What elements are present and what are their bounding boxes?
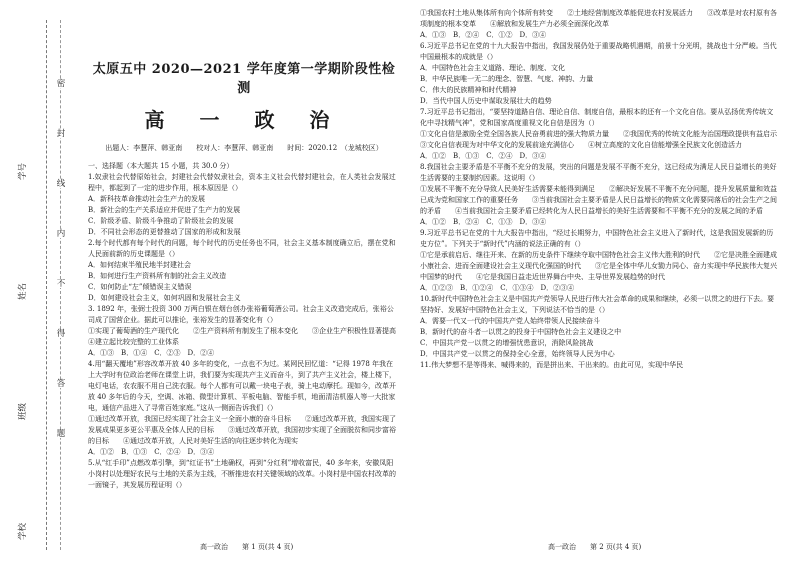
question-option: A．①② B．②④ C．①③ D．③④ xyxy=(420,218,547,226)
class-label: 班级 xyxy=(18,402,28,420)
question-text: 3. 1892 年，张弼士投资 300 万两白银在烟台创办张裕葡萄酒公司。社会主义改造完成后，张裕公司成了国营企业。据此可以推论，张裕发生的显著变化有（） xyxy=(88,305,394,324)
question-text: 10.新时代中国特色社会主义是中国共产党领导人民进行伟大社会革命的成果和继续，必须一以贯之的进行下去。要坚持好、发展好中国特色社会主义，下列说法不恰当的是（） xyxy=(420,295,775,314)
question-option: A．①③ B．①④ C．②③ D．②④ xyxy=(88,349,215,357)
question-option: ①我国农村土地从集体所有向个体所有转变 ②土地经营制度改革能促进农村发展活力 ③改革是对农村原有各项制度的根本变革 ④解放和发展生产力必须全面深化改革 xyxy=(420,9,777,28)
question-column-right xyxy=(420,8,791,371)
question-option: B．新社会的生产关系适应并促进了生产力的发展 xyxy=(88,206,241,214)
question-text: 4.用“翻天覆地”形容改革开放 40 多年的变化，一点也不为过。某网民回忆道：“记得 1978 年我在上大学时有位政治老师在课堂上讲，我们要为实现共产主义而奋斗，到了共产主义社会，楼上楼下，电灯电话，农农服不用自己洗衣服。每个人都有可以戴一块电子表，骑上电动摩托。现如今，改革开放 40 多年后的今天，空调、冰箱、微型计算机、平板电脑、智能手机，地面清洁机器人等一大批家电，通信产品进入了寻常百姓家庭。”这从一侧面告诉我们（） xyxy=(88,360,396,412)
question-text: 8.我国社会主要矛盾是不平衡不充分的发展，突出的问题是发展不平衡不充分，这已经成为满足人民日益增长的美好生活需要的主要制约因素。这说明（） xyxy=(420,163,777,182)
question-text: 1.奴隶社会代替原始社会，封建社会代替奴隶社会，资本主义社会代替封建社会，在人类社会发展过程中，都起到了一定的进步作用，根本原因是（） xyxy=(88,173,396,192)
page-footer-right: 高一政治 第 2 页(共 4 页) xyxy=(548,543,642,551)
question-option: A．①② B．①③ C．②④ D．③④ xyxy=(88,448,215,456)
question-option: ①它是承前启后、继往开来、在新的历史条件下继续夺取中国特色社会主义伟大胜利的时代 ②它是决胜全面建成小康社会、进而全面建设社会主义现代化强国的时代 ③它是全体中华儿女勠力同心、奋力实现中华民族伟大复兴中国梦的时代 ④它是我国日益走近世界舞台中央、主导世界发展趋势的时代 xyxy=(420,251,777,281)
question-text: 6.习近平总书记在党的十九大报告中指出，我国发展仍处于重要战略机遇期，前景十分光明，挑战也十分严峻。当代中国最根本的成就是（） xyxy=(420,42,777,61)
student-id-label: 学号 xyxy=(18,162,28,180)
question-text: 9.习近平总书记在党的十九大报告中指出，“经过长期努力，中国特色社会主义进入了新时代，这是我国发展新的历史方位”。下列关于“新时代”内涵的说法正确的有（） xyxy=(420,229,774,248)
question-option: B．新时代的奋斗者一以贯之的投身于中国特色社会主义建设之中 xyxy=(420,328,622,336)
question-option: D．中国共产党一以贯之的保持全心全意，始终领导人民为中心 xyxy=(420,350,615,358)
page-footer-left: 高一政治 第 1 页(共 4 页) xyxy=(200,543,294,551)
binding-line xyxy=(46,20,47,550)
question-option: A．①② B．①③ C．②④ D．③④ xyxy=(420,152,547,160)
question-option: D．如何建设社会主义，如何巩固和发展社会主义 xyxy=(88,294,241,302)
question-text: 2.每个时代都有每个时代的问题，每个时代的历史任务也不同，社会主义基本制度确立后，摆在党和人民面前新的历史课题是（） xyxy=(88,239,396,258)
seal-char: 封 xyxy=(54,130,68,138)
question-option: A．中国特色社会主义道路、理论、制度、文化 xyxy=(420,64,566,72)
question-option: ①通过改革开放，我国已经实现了社会主义一全面小康的奋斗目标 ②通过改革开放，我国实现了发展成果更多更公平惠及全体人民的目标 ③通过改革开放，我国初步实现了全面脱贫和同步富裕的目标 ④通过改革开放，人民对美好生活的向往逐步转化为现实 xyxy=(88,415,396,445)
question-option: ①实现了葡萄酒的生产现代化 ②生产资料所有制发生了根本变化 ③企业生产积极性显著提高 ④建立起比较完整的工业体系 xyxy=(88,327,410,346)
binding-margin xyxy=(0,0,74,561)
seal-char: 得 xyxy=(54,330,68,338)
question-text: 7.习近平总书记指出，“要坚持道路自信、理论自信、制度自信，最根本的还有一个文化自信。要从弘扬优秀传统文化中寻找精气神”，党和国家高度重视文化自信是因为（） xyxy=(420,108,774,127)
page-right xyxy=(420,8,791,371)
question-option: A．①②③ B．①②④ C．①③④ D．②③④ xyxy=(420,284,575,292)
question-text: 11.伟大梦想不是等得来、喊得来的，而是拼出来、干出来的。由此可见，实现中华民 xyxy=(420,361,684,369)
name-label: 姓名 xyxy=(18,282,28,300)
question-option: ①文化自信是激励全党全国各族人民奋勇前进的强大物质力量 ②我国优秀的传统文化能为治国理政提供有益启示 ③文化自信表现为对中华文化的发展前途充满信心 ④树立高度的文化自信能增强全民族文化创造活力 xyxy=(420,130,791,149)
seal-char: 题 xyxy=(54,430,68,438)
question-option: A．新科技革命推动社会生产力的发展 xyxy=(88,195,206,203)
question-option: C．中国共产党一以贯之的增强忧患意识，消除风险挑战 xyxy=(420,339,594,347)
question-option: A．①③ B．②④ C．①② D．③④ xyxy=(420,31,547,39)
question-option: B．如何进行生产资料所有制的社会主义改造 xyxy=(88,272,227,280)
seal-char: 答 xyxy=(54,380,68,388)
school-label: 学校 xyxy=(18,522,28,540)
question-option: ①发展不平衡不充分导致人民美好生活需要未能得到满足 ②解决好发展不平衡不充分问题，提升发展质量和效益已成为党和国家工作的重要任务 ③当前我国社会主要矛盾是人民日益增长的物质文化需要同落后的社会生产之间的矛盾 ④当前我国社会主要矛盾已经转化为人民日益增长的美好生活需要和不平衡不充分的发展之间的矛盾 xyxy=(420,185,777,215)
exam-title: 太原五中 2020—2021 学年度第一学期阶段性检测 xyxy=(92,62,396,96)
question-text: 5.从“红手印”点燃改革引擎，到“红证书”土地确权，再到“分红利”增收富民，40 多年来，安徽凤阳小岗村以处理好农民与土地的关系为主线，不断推进农村关键领域的改革。小岗村是中国农村改革的一面镜子，其发展历程证明（） xyxy=(88,459,396,489)
page-left xyxy=(88,8,410,491)
seal-char: 内 xyxy=(54,230,68,238)
question-option: B．中华民族唯一无二的理念、智慧、气度、神韵、力量 xyxy=(420,75,594,83)
seal-char: 密 xyxy=(54,80,68,88)
exam-meta: 出题人：李慧萍、韩亚南 校对人：李慧萍、韩亚南 时间：2020.12 （龙城校区） xyxy=(105,144,383,152)
seal-char: 不 xyxy=(54,280,68,288)
question-option: A．如何结束半殖民地半封建社会 xyxy=(88,261,192,269)
question-option: C．如何防止“左”倾错误主义错误 xyxy=(88,283,192,291)
question-option: C．阶级矛盾、阶级斗争推动了阶级社会的发展 xyxy=(88,217,234,225)
question-column-left xyxy=(88,161,410,491)
question-option: D．不同社会形态的更替推动了国家的形成和发展 xyxy=(88,228,241,236)
subject-title: 高 一 政 治 xyxy=(144,108,344,132)
question-option: D．当代中国人历史中谋取发展壮大的趋势 xyxy=(420,97,552,105)
question-option: C．伟大的民族精神和时代精神 xyxy=(420,86,517,94)
question-option: A．需要一代又一代的中国共产党人始终带领人民接续奋斗 xyxy=(420,317,601,325)
question-text: 一、选择题（本大题共 15 小题，共 30.0 分） xyxy=(88,162,234,170)
seal-char: 线 xyxy=(54,180,68,188)
